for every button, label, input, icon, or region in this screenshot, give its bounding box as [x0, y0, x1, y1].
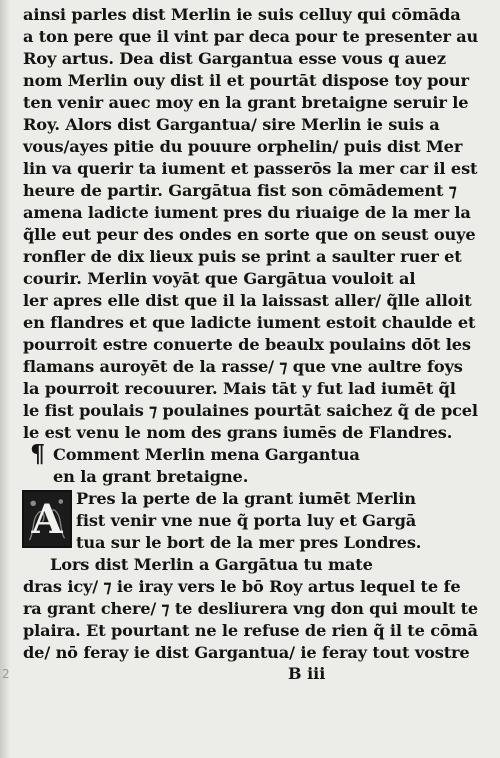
text-line: flamans auroyēt de la rasse/ ⁊ que vne aultre foys	[23, 357, 463, 376]
chapter-heading: Comment Merlin mena Gargantua	[53, 445, 360, 464]
page-gutter-shadow	[0, 0, 10, 758]
text-line: le fist poulais ⁊ poulaines pourtāt saichez q̃ de pcel	[23, 401, 478, 420]
text-line: le est venu le nom des grans iumēs de Flandres.	[23, 423, 453, 442]
text-line: ten venir auec moy en la grant bretaigne seruir le	[23, 93, 469, 112]
text-line: courir. Merlin voyāt que Gargātua vouloit al	[23, 269, 416, 288]
pilcrow-icon: ¶	[30, 439, 46, 468]
text-line: ra grant chere/ ⁊ te desliurera vng don qui moult te	[23, 599, 478, 618]
chapter-heading-continued: en la grant bretaigne.	[53, 467, 249, 486]
margin-mark: 2	[2, 667, 10, 681]
text-line: Pres la perte de la grant iumēt Merlin	[76, 489, 416, 508]
text-line: en flandres et que ladicte iument estoit chaulde et	[23, 313, 476, 332]
text-line: vous/ayes pitie du pouure orphelin/ puis dist Mer	[23, 137, 463, 156]
signature-mark: B iii	[288, 664, 326, 683]
text-line: de/ nō feray ie dist Gargantua/ ie feray tout vostre	[23, 643, 470, 662]
text-line: Roy. Alors dist Gargantua/ sire Merlin ie suis a	[23, 115, 440, 134]
text-line: plaira. Et pourtant ne le refuse de rien q̃ il te cōmā	[23, 621, 478, 640]
text-line: amena ladicte iument pres du riuaige de la mer la	[23, 203, 471, 222]
text-line: dras icy/ ⁊ ie iray vers le bō Roy artus lequel te fe	[23, 577, 461, 596]
text-line: ainsi parles dist Merlin ie suis celluy qui cōmāda	[23, 5, 461, 24]
text-line: Roy artus. Dea dist Gargantua esse vous q auez	[23, 49, 446, 68]
text-line: lin va querir ta iument et passerōs la mer car il est	[23, 159, 478, 178]
decorated-initial	[22, 490, 72, 548]
text-line: ler apres elle dist que il la laissast aller/ q̃lle alloit	[23, 291, 472, 310]
text-line: heure de partir. Gargātua fist son cōmādement ⁊	[23, 181, 457, 200]
text-line: pourroit estre conuerte de beaulx poulains dōt les	[23, 335, 471, 354]
text-line: tua sur le bort de la mer pres Londres.	[76, 533, 422, 552]
text-line: ronfler de dix lieux puis se print a saulter ruer et	[23, 247, 462, 266]
text-line: q̃lle eut peur des ondes en sorte que on seust ouye	[23, 225, 476, 244]
text-line: la pourroit recouurer. Mais tāt y fut lad iumēt q̃l	[23, 379, 456, 398]
initial-letter: A	[31, 495, 63, 543]
text-line: Lors dist Merlin a Gargātua tu mate	[50, 555, 373, 574]
text-line: nom Merlin ouy dist il et pourtāt dispose toy pour	[23, 71, 469, 90]
text-line: fist venir vne nue q̃ porta luy et Gargā	[76, 511, 417, 530]
text-line: a ton pere que il vint par deca pour te presenter au	[23, 27, 479, 46]
